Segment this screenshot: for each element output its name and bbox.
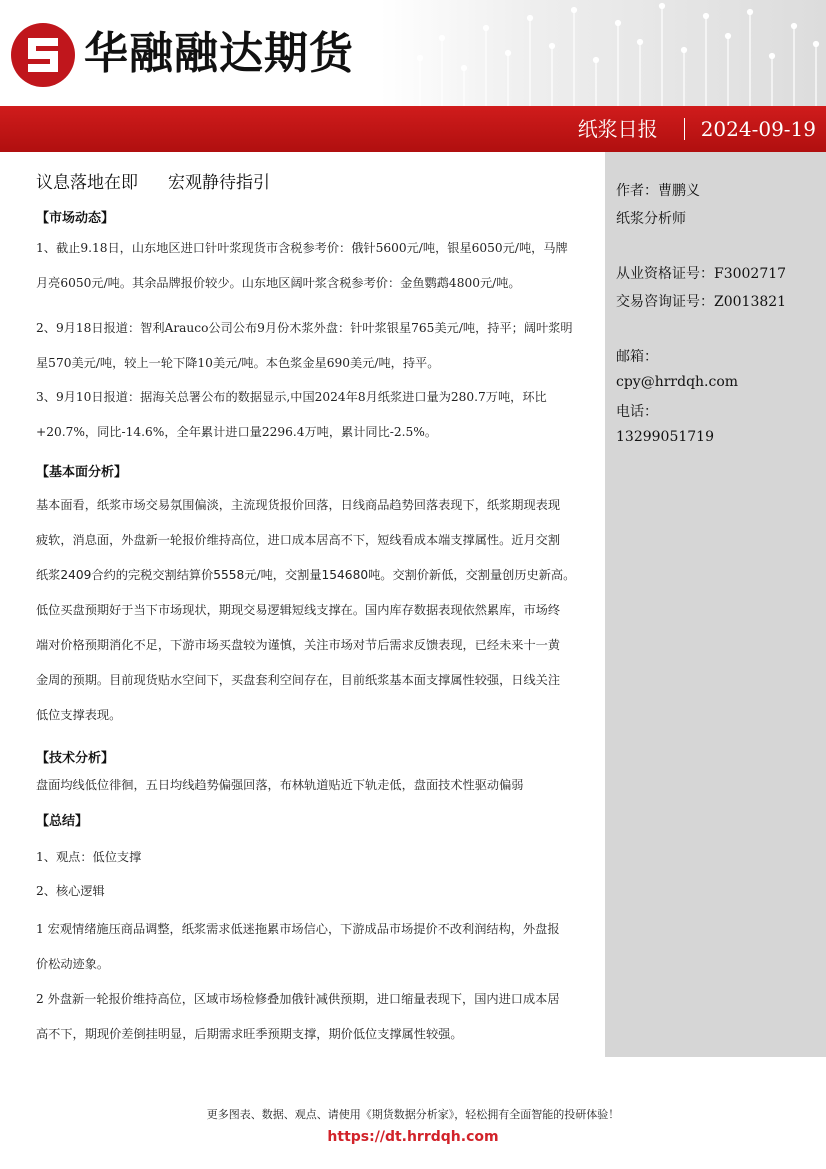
section-title-summary: 【总结】 <box>36 814 89 829</box>
brand-name: 华融融达期货 <box>84 28 354 79</box>
section-title-market: 【市场动态】 <box>36 211 115 226</box>
section-title-fundamental: 【基本面分析】 <box>36 465 128 480</box>
title-separator <box>684 118 685 140</box>
settlement-price: 5558 <box>213 568 245 582</box>
practice-license: 从业资格证号：F3002717 <box>616 266 787 282</box>
company-logo-icon <box>10 22 76 88</box>
market-paragraph-2: 2、9月18日报道：智利Arauco公司公布9月份木浆外盘：针叶浆银星765美元/吨，持平；阔叶浆明 星570美元/吨，较上一轮下降10美元/吨。本色浆金星690美元/吨，持平。 <box>36 321 573 370</box>
headline-part-2: 宏观静待指引 <box>168 173 270 193</box>
advisory-license: 交易咨询证号：Z0013821 <box>616 294 787 310</box>
email-link[interactable]: cpy@hrrdqh.com <box>616 374 739 390</box>
author-role: 纸浆分析师 <box>616 211 686 227</box>
report-headline <box>36 168 270 193</box>
report-type: 纸浆日报 <box>577 117 658 141</box>
email-label: 邮箱： <box>616 349 658 365</box>
phone-label: 电话： <box>616 404 658 420</box>
summary-point-2: 2 外盘新一轮报价维持高位，区域市场检修叠加俄针减供预期，进口缩量表现下，国内进口成本居 高不下，期现价差倒挂明显，后期需求旺季预期支撑，期价低位支撑属性较强。 <box>36 992 560 1041</box>
section-title-technical: 【技术分析】 <box>36 751 115 766</box>
contract-code: 2409 <box>60 568 92 582</box>
report-title-bar <box>0 106 826 152</box>
decorative-tech-pattern <box>380 0 826 106</box>
summary-view: 1、观点：低位支撑 <box>36 850 142 864</box>
report-header <box>0 0 826 106</box>
author-sidebar <box>605 152 826 1057</box>
market-paragraph-1: 1、截止9.18日，山东地区进口针叶浆现货市含税参考价：俄针5600元/吨，银星6050元/吨，马牌 月亮6050元/吨。其余品牌报价较少。山东地区阔叶浆含税参考价：金鱼鹦鹉4800元/吨。 <box>36 241 568 290</box>
delivery-volume: 154680 <box>321 568 369 582</box>
footer-website-link[interactable]: https://dt.hrrdqh.com <box>327 1129 499 1145</box>
headline-part-1: 议息落地在即 <box>36 173 138 193</box>
author-name: 作者：曹鹏义 <box>616 183 700 199</box>
settlement-line: 纸浆2409合约的完税交割结算价5558元/吨，交割量154680吨。交割价新低，交割量创历史新高。 <box>36 568 576 582</box>
summary-logic-heading: 2、核心逻辑 <box>36 884 105 898</box>
fundamental-paragraph: 基本面看，纸浆市场交易氛围偏淡，主流现货报价回落，日线商品趋势回落表现下，纸浆期现表现 疲软，消息面，外盘新一轮报价维持高位，进口成本居高不下，短线看成本端支撑属性。近月交割 纸浆2409合约的完税交割结算价5558元/吨，交割量154680吨。交割价新低，交割量创历史新高。 低位买盘预期好于当下市场现状，期现交易逻辑短线支撑在。国内库存数据表现依然累库，市场终 端对价格预期消化不足，下游市场买盘较为谨慎，关注市场对节后需求反馈表现，已经未来十一黄 金周的预期。目前现货贴水空间下，买盘套利空间存在，目前纸浆基本面支撑属性较强，日线关注 低位支撑表现。 <box>36 488 592 733</box>
market-paragraph-3: 3、9月10日报道：据海关总署公布的数据显示,中国2024年8月纸浆进口量为280.7万吨，环比 +20.7%，同比-14.6%，全年累计进口量2296.4万吨，累计同比-2.5%。 <box>36 390 547 439</box>
phone-number: 13299051719 <box>616 429 714 445</box>
technical-text: 盘面均线低位徘徊，五日均线趋势偏强回落，布林轨道贴近下轨走低，盘面技术性驱动偏弱 <box>36 778 524 792</box>
summary-point-1: 1 宏观情绪施压商品调整，纸浆需求低迷拖累市场信心，下游成品市场提价不改利润结构，外盘报 价松动迹象。 <box>36 922 560 971</box>
footer-promo: 更多图表、数据、观点、请使用《期货数据分析家》，轻松拥有全面智能的投研体验！ <box>206 1108 620 1121</box>
report-date: 2024-09-19 <box>700 117 816 141</box>
